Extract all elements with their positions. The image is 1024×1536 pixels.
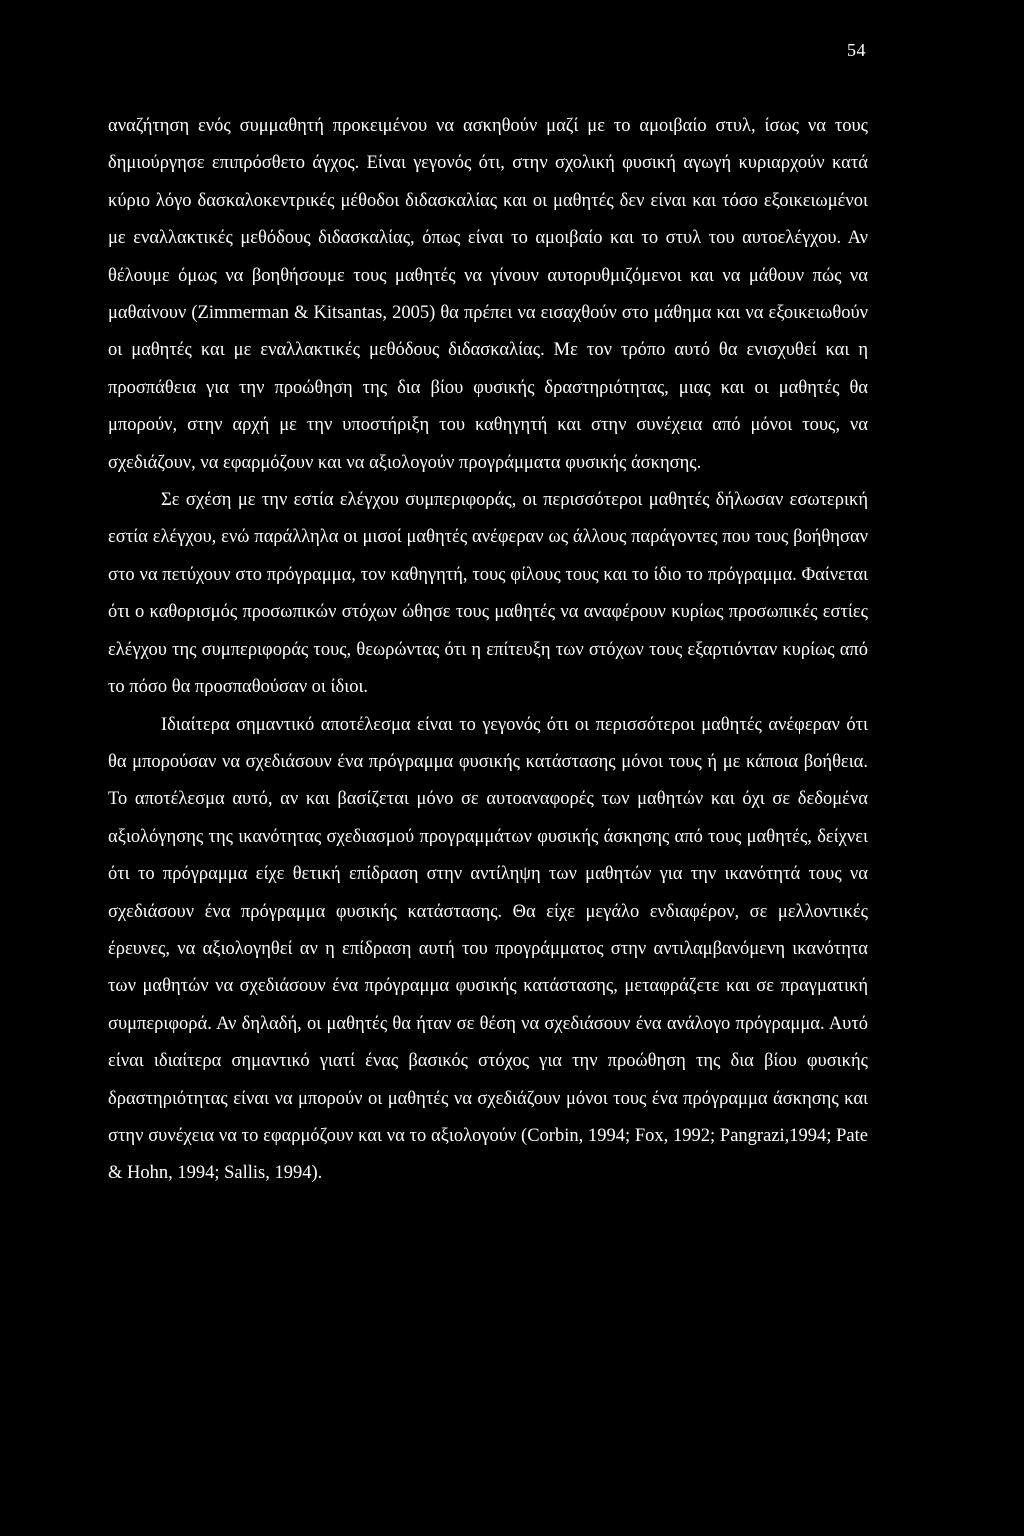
paragraph-3: Ιδιαίτερα σημαντικό αποτέλεσμα είναι το γεγονός ότι οι περισσότεροι μαθητές ανέφεραν ότι θα μπορούσαν να σχεδιάσουν ένα πρόγραμμα φυσικής κατάστασης μόνοι τους ή με κάποια βοήθεια. Το αποτέλεσμα αυτό, αν και βασίζεται μόνο σε αυτοαναφορές των μαθητών και όχι σε δεδομένα αξιολόγησης της ικανότητας σχεδιασμού προγραμμάτων φυσικής άσκησης από τους μαθητές, δείχνει ότι το πρόγραμμα είχε θετική επίδραση στην αντίληψη των μαθητών για την ικανότητά τους να σχεδιάσουν ένα πρόγραμμα φυσικής κατάστασης. Θα είχε μεγάλο ενδιαφέρον, σε μελλοντικές έρευνες, να αξιολογηθεί αν η επίδραση αυτή του προγράμματος στην αντιλαμβανόμενη ικανότητα των μαθητών να σχεδιάσουν ένα πρόγραμμα φυσικής κατάστασης, μεταφράζετε και σε πραγματική συμπεριφορά. Αν δηλαδή, οι μαθητές θα ήταν σε θέση να σχεδιάσουν ένα ανάλογο πρόγραμμα. Αυτό είναι ιδιαίτερα σημαντικό γιατί ένας βασικός στόχος για την προώθηση της δια βίου φυσικής δραστηριότητας είναι να μπορούν οι μαθητές να σχεδιάζουν μόνοι τους ένα πρόγραμμα άσκησης και στην συνέχεια να το εφαρμόζουν και να το αξιολογούν (Corbin, 1994; Fox, 1992; Pangrazi,1994; Pate & Hohn, 1994; Sallis, 1994). xyxy=(108,714,868,1184)
body-text xyxy=(108,108,868,1193)
page-number: 54 xyxy=(847,40,866,60)
paragraph-1: αναζήτηση ενός συμμαθητή προκειμένου να ασκηθούν μαζί με το αμοιβαίο στυλ, ίσως να τους δημιούργησε επιπρόσθετο άγχος. Είναι γεγονός ότι, στην σχολική φυσική αγωγή κυριαρχούν κατά κύριο λόγο δασκαλοκεντρικές μέθοδοι διδασκαλίας και οι μαθητές δεν είναι και τόσο εξοικειωμένοι με εναλλακτικές μεθόδους διδασκαλίας, όπως είναι το αμοιβαίο και το στυλ του αυτοελέγχου. Αν θέλουμε όμως να βοηθήσουμε τους μαθητές να γίνουν αυτορυθμιζόμενοι και να μάθουν πώς να μαθαίνουν (Zimmerman & Kitsantas, 2005) θα πρέπει να εισαχθούν στο μάθημα και να εξοικειωθούν οι μαθητές και με εναλλακτικές μεθόδους διδασκαλίας. Με τον τρόπο αυτό θα ενισχυθεί και η προσπάθεια για την προώθηση της δια βίου φυσικής δραστηριότητας, μιας και οι μαθητές θα μπορούν, στην αρχή με την υποστήριξη του καθηγητή και στην συνέχεια από μόνοι τους, να σχεδιάζουν, να εφαρμόζουν και να αξιολογούν προγράμματα φυσικής άσκησης. xyxy=(108,116,868,473)
paragraph-2: Σε σχέση με την εστία ελέγχου συμπεριφοράς, οι περισσότεροι μαθητές δήλωσαν εσωτερική εστία ελέγχου, ενώ παράλληλα οι μισοί μαθητές ανέφεραν ως άλλους παράγοντες που τους βοήθησαν στο να πετύχουν στο πρόγραμμα, τον καθηγητή, τους φίλους τους και το ίδιο το πρόγραμμα. Φαίνεται ότι ο καθορισμός προσωπικών στόχων ώθησε τους μαθητές να αναφέρουν κυρίως προσωπικές εστίες ελέγχου της συμπεριφοράς τους, θεωρώντας ότι η επίτευξη των στόχων τους εξαρτιόνταν κυρίως από το πόσο θα προσπαθούσαν οι ίδιοι. xyxy=(108,490,868,698)
